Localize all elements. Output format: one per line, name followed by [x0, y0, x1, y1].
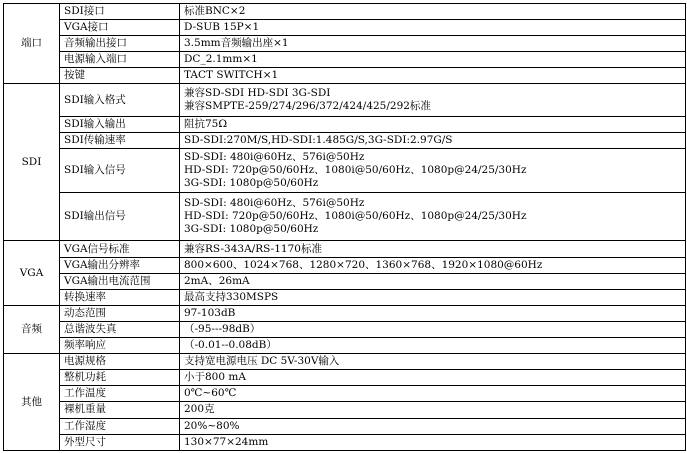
- row-label: 转换速率: [60, 289, 180, 305]
- row-label: VGA输出电流范围: [60, 273, 180, 289]
- value-line: 3G-SDI: 1080p@50/60Hz: [184, 177, 319, 189]
- row-value: 支持宽电源电压 DC 5V-30V输入: [180, 354, 686, 370]
- table-row: [4, 370, 686, 386]
- row-value: DC_2.1mm×1: [180, 52, 686, 68]
- row-label: 工作湿度: [60, 418, 180, 434]
- value-line: SD-SDI: 480i@60Hz、576i@50Hz: [184, 197, 365, 210]
- table-row: [4, 273, 686, 289]
- row-label: 频率响应: [60, 338, 180, 354]
- row-value: SD-SDI:270M/S,HD-SDI:1.485G/S,3G-SDI:2.97G/S: [180, 132, 686, 148]
- row-label: 电源输入端口: [60, 52, 180, 68]
- row-label: SDI接口: [60, 4, 180, 20]
- table-row: [4, 289, 686, 305]
- table-row: [4, 305, 686, 321]
- table-row: [4, 84, 686, 116]
- table-row: [4, 338, 686, 354]
- row-label: SDI输出信号: [60, 193, 180, 241]
- row-value: TACT SWITCH×1: [180, 68, 686, 84]
- row-value: 130×77×24mm: [180, 434, 686, 450]
- table-row: [4, 241, 686, 257]
- row-value: 最高支持330MSPS: [180, 289, 686, 305]
- row-label: 按键: [60, 68, 180, 84]
- row-value: 标准BNC×2: [180, 4, 686, 20]
- table-row: [4, 402, 686, 418]
- row-value: 20%~80%: [180, 418, 686, 434]
- row-label: VGA输出分辨率: [60, 257, 180, 273]
- row-label: 动态范围: [60, 305, 180, 321]
- row-value: [180, 84, 686, 116]
- group-other: 其他: [4, 354, 60, 451]
- table-row: [4, 52, 686, 68]
- row-label: 电源规格: [60, 354, 180, 370]
- group-ports: 端口: [4, 4, 60, 84]
- table-row: [4, 148, 686, 192]
- table-row: [4, 434, 686, 450]
- row-value: 小于800 mA: [180, 370, 686, 386]
- value-line: SD-SDI: 480i@60Hz、576i@50Hz: [184, 151, 365, 163]
- value-line: 兼容SD-SDI HD-SDI 3G-SDI: [184, 87, 331, 100]
- table-row: [4, 4, 686, 20]
- table-row: [4, 257, 686, 273]
- row-label: SDI输入信号: [60, 148, 180, 192]
- table-row: [4, 193, 686, 241]
- row-value: [180, 193, 686, 241]
- table-row: [4, 386, 686, 402]
- row-label: SDI传输速率: [60, 132, 180, 148]
- row-label: VGA信号标准: [60, 241, 180, 257]
- row-value: 97-103dB: [180, 305, 686, 321]
- row-value: （-95---98dB）: [180, 321, 686, 337]
- row-value: 兼容RS-343A/RS-1170标准: [180, 241, 686, 257]
- table-row: [4, 36, 686, 52]
- row-label: 整机功耗: [60, 370, 180, 386]
- row-value: 2mA、26mA: [180, 273, 686, 289]
- group-audio: 音频: [4, 305, 60, 353]
- value-line: 兼容SMPTE-259/274/296/372/424/425/292标准: [184, 100, 431, 113]
- row-value: 阻抗75Ω: [180, 116, 686, 132]
- table-row: [4, 116, 686, 132]
- value-line: HD-SDI: 720p@50/60Hz、1080i@50/60Hz、1080p@24/25/30Hz: [184, 164, 527, 176]
- table-row: [4, 20, 686, 36]
- row-label: VGA接口: [60, 20, 180, 36]
- row-label: 总谐波失真: [60, 321, 180, 337]
- row-value: 0℃~60℃: [180, 386, 686, 402]
- row-value: 200克: [180, 402, 686, 418]
- row-value: D-SUB 15P×1: [180, 20, 686, 36]
- table-row: [4, 418, 686, 434]
- row-label: SDI输入格式: [60, 84, 180, 116]
- row-value: 3.5mm音频输出座×1: [180, 36, 686, 52]
- value-line: 3G-SDI: 1080p@50/60Hz: [184, 223, 319, 236]
- table-row: [4, 321, 686, 337]
- row-label: 外型尺寸: [60, 434, 180, 450]
- row-value: 800×600、1024×768、1280×720、1360×768、1920×1080@60Hz: [180, 257, 686, 273]
- table-row: [4, 68, 686, 84]
- row-value: （-0.01--0.08dB）: [180, 338, 686, 354]
- row-label: 裸机重量: [60, 402, 180, 418]
- value-line: HD-SDI: 720p@50/60Hz、1080i@50/60Hz、1080p@24/25/30Hz: [184, 210, 527, 223]
- row-label: 工作温度: [60, 386, 180, 402]
- group-vga: VGA: [4, 241, 60, 305]
- table-row: [4, 354, 686, 370]
- row-value: [180, 148, 686, 192]
- table-row: [4, 132, 686, 148]
- row-label: 音频输出接口: [60, 36, 180, 52]
- spec-table: [3, 3, 686, 451]
- row-label: SDI输入输出: [60, 116, 180, 132]
- group-sdi: SDI: [4, 84, 60, 241]
